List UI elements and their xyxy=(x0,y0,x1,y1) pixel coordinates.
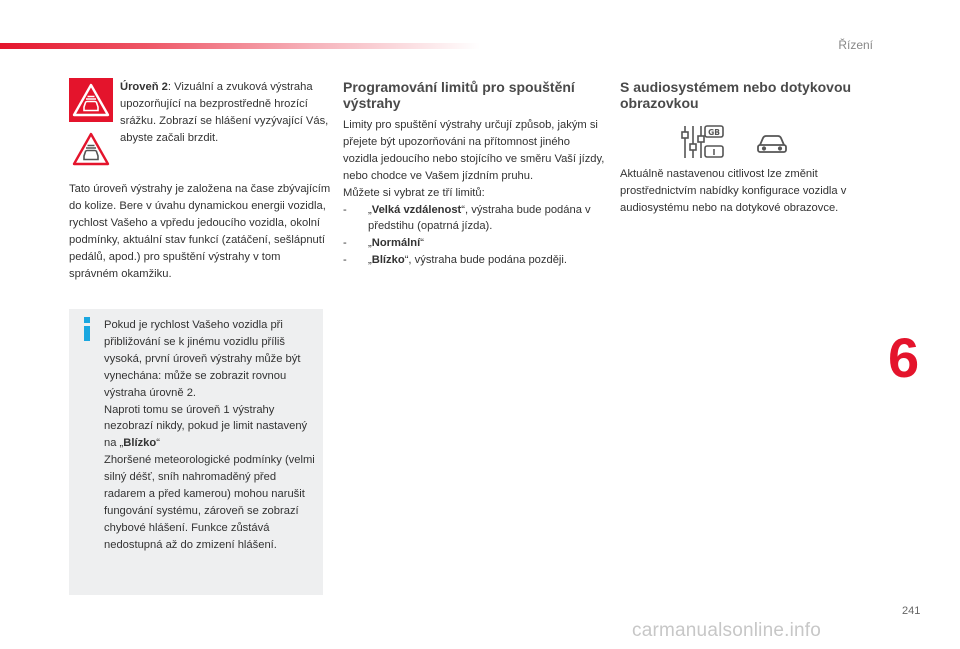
column2-intro: Limity pro spuštění výstrahy určují způsob, jakým si přejete být upozorňováni na přítomnost jiného vozidla jedoucího nebo stojícího ve směru Vaší jízdy, nebo chodce ve Vašem jízdním pruhu. xyxy=(343,119,605,182)
limits-list xyxy=(343,202,605,270)
column3-heading-wrap xyxy=(620,80,870,111)
column2-heading-wrap xyxy=(343,80,593,111)
list-item: - „Blízko“, výstraha bude podána později. xyxy=(343,254,568,267)
info-paragraph-2: Naproti tomu se úroveň 1 výstrahy nezobrazí nikdy, pokud je limit nastavený na „Blízko“ xyxy=(104,403,308,450)
column2-heading: Programování limitů pro spouštění výstrahy xyxy=(343,79,575,111)
settings-sliders-icon xyxy=(681,124,725,160)
gb-badge-label: GB xyxy=(708,128,720,137)
column2-choose: Můžete si vybrat ze tří limitů: xyxy=(343,186,485,199)
column3-icons xyxy=(681,124,791,160)
list-item: - „Normální“ xyxy=(343,237,424,250)
column3-heading: S audiosystémem nebo dotykovou obrazovkou xyxy=(620,79,852,111)
level2-text: : Vizuální a zvuková výstraha upozorňující na bezprostředně hrozící srážku. Zobrazí se hlášení vyzývající Vás, abyste začali brzdit. xyxy=(120,81,329,144)
column1-paragraph: Tato úroveň výstrahy je založena na čase zbývajícím do kolize. Bere v úvahu dynamickou energii vozidla, rychlost Vašeho a vpředu jedoucího vozidla, okolní podmínky, aktuální stav funkcí (zatáčení, sešlápnutí pedálů, apod.) pro spuštění výstrahy v tom správném okamžiku. xyxy=(69,183,331,280)
column3-body xyxy=(620,166,880,217)
collision-warning-icon xyxy=(69,78,113,122)
car-icon xyxy=(756,132,788,156)
chapter-number: 6 xyxy=(888,326,920,389)
info-icon xyxy=(82,317,92,341)
list-item: - „Velká vzdálenost“, výstraha bude podána v předstihu (opatrná jízda). xyxy=(343,203,591,233)
level2-label: Úroveň 2 xyxy=(120,81,168,93)
column2-body xyxy=(343,117,605,269)
info-box xyxy=(69,309,323,595)
level2-description xyxy=(120,79,330,147)
column3-paragraph: Aktuálně nastavenou citlivost lze změnit prostřednictvím nabídky konfigurace vozidla v audiosystému nebo na dotykové obrazovce. xyxy=(620,168,847,214)
column1-body xyxy=(69,181,331,282)
info-paragraph-1: Pokud je rychlost Vašeho vozidla při přibližování se k jinému vozidlu příliš vysoká, první úroveň výstrahy může být vynechána: může se zobrazit rovnou výstraha úrovně 2. xyxy=(104,319,301,399)
header-accent-bar xyxy=(0,43,480,49)
page-number: 241 xyxy=(902,605,921,617)
collision-alert-outline-icon xyxy=(69,127,113,171)
section-title: Řízení xyxy=(838,38,873,52)
info-paragraph-3: Zhoršené meteorologické podmínky (velmi silný déšť, sníh nahromaděný před radarem a před kamerou) mohou narušit fungování systému, zároveň se zobrazí chybové hlášení. Funkce zůstává nedostupná až do zmizení hlášení. xyxy=(104,454,315,551)
i-badge-label: I xyxy=(712,148,716,157)
watermark: carmanualsonline.info xyxy=(632,620,822,641)
